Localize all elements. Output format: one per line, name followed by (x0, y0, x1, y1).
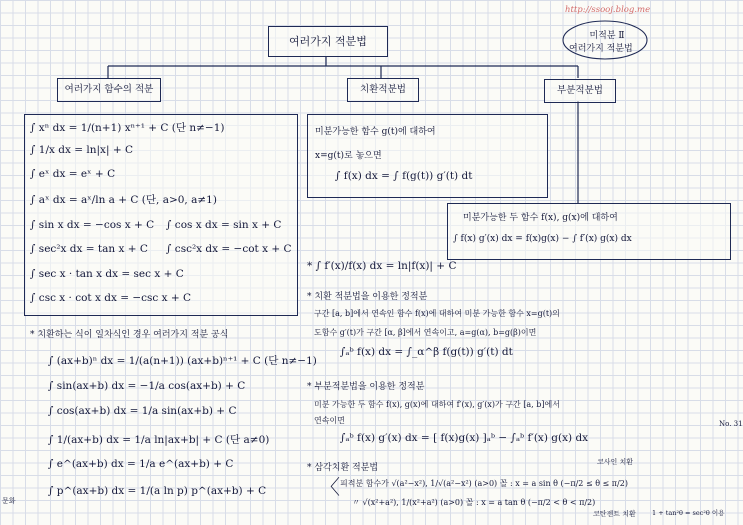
trig-sub-title: * 삼각치환 적분법 (307, 463, 379, 473)
def-parts-title: * 부분적분법을 이용한 정적분 (307, 382, 425, 392)
linear-formula-sin: ∫ sin(ax+b) dx = −1/a cos(ax+b) + C (48, 380, 246, 392)
badge-line1: 미적분 Ⅱ (589, 31, 625, 41)
linear-formula-pow-base: ∫ p^(ax+b) dx = 1/(a ln p) p^(ax+b) + C (48, 485, 267, 497)
parts-line1: 미분가능한 두 함수 f(x), g(x)에 대하여 (463, 213, 618, 223)
formula-exp-base: ∫ aˣ dx = aˣ/ln a + C (단, a>0, a≠1) (30, 194, 217, 206)
linear-formula-reciprocal: ∫ 1/(ax+b) dx = 1/a ln|ax+b| + C (단 a≠0) (48, 434, 270, 446)
formula-reciprocal: ∫ 1/x dx = ln|x| + C (30, 144, 134, 156)
linear-formula-exp: ∫ e^(ax+b) dx = 1/a e^(ax+b) + C (48, 458, 234, 470)
trig-sub-note-cos: 코사인 치환 (597, 458, 634, 466)
def-parts-line1: 미분 가능한 두 함수 f(x), g(x)에 대하여 f′(x), g′(x)가 구간 [a, b]에서 (314, 400, 560, 409)
parts-formula: ∫ f(x) g′(x) dx = f(x)g(x) − ∫ f′(x) g(x) dx (453, 234, 632, 244)
trig-sub-brace: 〈 (320, 475, 340, 499)
trig-sub-note-identity: 1 + tan²θ = sec²θ 이용 (652, 509, 725, 517)
substitution-line2: x=g(t)로 놓으면 (315, 151, 382, 161)
branch-substitution-box (347, 78, 419, 102)
trig-sub-note-cot: 코탄젠트 치환 (593, 510, 636, 518)
def-sub-formula: ∫ₐᵇ f(x) dx = ∫_α^β f(g(t)) g′(t) dt (340, 346, 513, 358)
log-derivative-note: * ∫ f′(x)/f(x) dx = ln|f(x)| + C (307, 260, 457, 272)
root-title-box (268, 26, 388, 57)
branch-functions-box (57, 78, 161, 102)
branch-functions-title: 여러가지 함수의 적분 (64, 84, 154, 95)
formula-csccot: ∫ csc x · cot x dx = −csc x + C (30, 292, 192, 304)
formula-sin: ∫ sin x dx = −cos x + C (30, 219, 155, 231)
formula-csc2: ∫ csc²x dx = −cot x + C (166, 243, 292, 255)
margin-page-number: No. 31 (719, 420, 743, 428)
margin-left-mark: 문화 (2, 497, 16, 505)
formula-sec2: ∫ sec²x dx = tan x + C (30, 243, 148, 255)
root-title: 여러가지 적분법 (289, 35, 367, 48)
def-sub-line1: 구간 [a, b]에서 연속인 함수 f(x)에 대하여 미분 가능한 함수 x=g(t)의 (314, 309, 560, 318)
trig-sub-row2: 〃 √(x²+a²), 1/(x²+a²) (a>0) 꼴 : x = a tan θ (−π/2 < θ < π/2) (352, 498, 596, 507)
def-sub-title: * 치환 적분법을 이용한 정적분 (307, 292, 428, 302)
formula-power: ∫ xⁿ dx = 1/(n+1) xⁿ⁺¹ + C (단 n≠−1) (30, 122, 225, 134)
linear-formula-power: ∫ (ax+b)ⁿ dx = 1/(a(n+1)) (ax+b)ⁿ⁺¹ + C (단 n≠−1) (48, 355, 317, 367)
formula-sectan: ∫ sec x · tan x dx = sec x + C (30, 268, 184, 280)
branch-parts-title: 부분적분법 (557, 85, 603, 96)
branch-substitution-title: 치환적분법 (360, 84, 406, 95)
trig-sub-row1: 피적분 함수가 √(a²−x²), 1/√(a²−x²) (a>0) 꼴 : x = a sin θ (−π/2 ≤ θ ≤ π/2) (340, 479, 628, 488)
linear-formula-cos: ∫ cos(ax+b) dx = 1/a sin(ax+b) + C (48, 405, 237, 417)
formula-cos: ∫ cos x dx = sin x + C (166, 219, 282, 231)
substitution-formula: ∫ f(x) dx = ∫ f(g(t)) g′(t) dt (335, 170, 473, 182)
badge-line2: 여러가지 적분법 (569, 44, 633, 54)
blog-url: http://ssooj.blog.me (565, 5, 651, 15)
branch-parts-box (544, 79, 616, 103)
linear-section-title: * 치환하는 식이 일차식인 경우 여러가지 적분 공식 (30, 330, 229, 340)
substitution-line1: 미분가능한 함수 g(t)에 대하여 (315, 127, 436, 137)
formula-exp: ∫ eˣ dx = eˣ + C (30, 168, 116, 180)
def-parts-formula: ∫ₐᵇ f(x) g′(x) dx = [ f(x)g(x) ]ₐᵇ − ∫ₐᵇ f′(x) g(x) dx (340, 432, 589, 444)
def-parts-line2: 연속이면 (314, 416, 345, 425)
def-sub-line2: 도함수 g′(t)가 구간 [α, β]에서 연속이고, a=g(α), b=g(β)이면 (314, 328, 537, 337)
